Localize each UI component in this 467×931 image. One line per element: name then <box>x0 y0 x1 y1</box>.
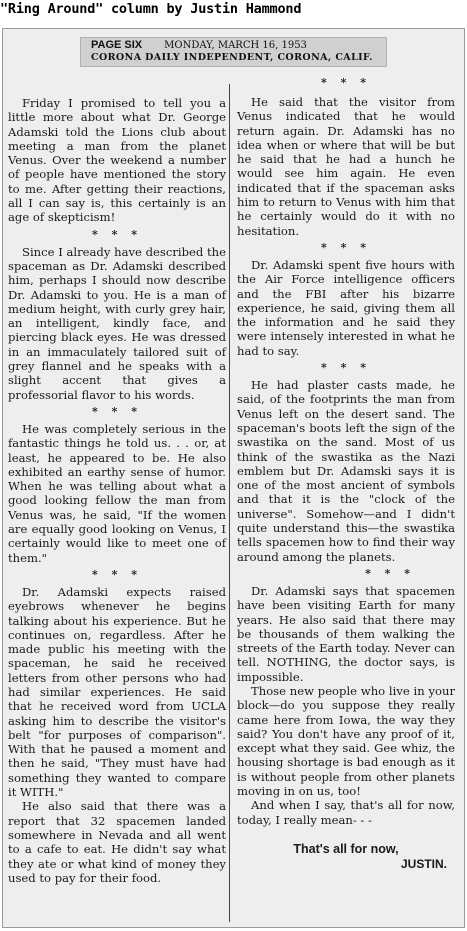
section-separator: * * * <box>92 567 142 581</box>
paragraph: Since I already have described the spaceman as Dr. Adamski described him, perhaps I should now describe Dr. Adamski to you. He is a man of medium height, with curly grey hair, an intelligent, kindly face, and piercing black eyes. He was dressed in an immaculately tailored suit of grey flannel and he speaks with a slight accent that gives a professorial flavor to his words. <box>8 244 226 402</box>
paragraph: Dr. Adamski says that spacemen have been visiting Earth for many years. He also said that there may be thousands of them walking the streets of the Earth today. Never can tell. NOTHING, the doctor says, is impossible. <box>237 583 455 684</box>
section-separator: * * * <box>92 404 142 418</box>
paragraph: And when I say, that's all for now, today, I really mean- - - <box>237 798 455 827</box>
paragraph: He said that the visitor from Venus indicated that he would return again. Dr. Adamski has no idea when or where that will be but he said that he had a hunch he would see him again. He even indicated that if the spaceman asks him to return to Venus with him that he certainly would do it with no hesitation. <box>237 95 455 238</box>
paragraph: He also said that there was a report that 32 spacemen landed somewhere in Nevada and all went to a cafe to eat. He didn't say what they ate or what kind of money they used to pay for their food. <box>8 799 226 885</box>
column-divider <box>229 84 230 922</box>
section-separator: * * * <box>321 76 371 89</box>
paragraph: Those new people who live in your block—do you suppose they really came here from Iowa, the way they said? You don't have any proof of it, except what they said. Gee whiz, the housing shortage is bad enough as it is without people from other planets moving in on us, too! <box>237 683 455 799</box>
left-column <box>8 88 226 885</box>
issue-date: MONDAY, MARCH 16, 1953 <box>164 40 307 51</box>
paragraph: He had plaster casts made, he said, of the footprints the man from Venus left on the desert sand. The spaceman's boots left the sign of the swastika on the sand. Most of us think of the swastika as the Nazi emblem but Dr. Adamski says it is one of the most ancient of symbols and that it is the "clock of the universe". Somehow—and I didn't quite understand this—the swastika tells spacemen how to find their way around among the planets. <box>237 378 455 564</box>
masthead <box>80 37 387 67</box>
signoff-line: That's all for now, <box>293 841 399 856</box>
section-separator: * * * <box>92 227 142 241</box>
newspaper-name: CORONA DAILY INDEPENDENT, CORONA, CALIF. <box>91 52 373 63</box>
section-separator: * * * <box>321 361 371 375</box>
signoff-name: JUSTIN. <box>400 856 447 871</box>
section-separator: * * * <box>365 566 415 580</box>
section-separator: * * * <box>321 240 371 254</box>
paragraph: Dr. Adamski spent five hours with the Air Force intelligence officers and the FBI after his bizarre experience, he said, giving them all the information and he said they were intensely interested in what he had to say. <box>237 257 455 358</box>
paragraph: Dr. Adamski expects raised eyebrows whenever he begins talking about his experience. But he continues on, regardless. After he made public his meeting with the spaceman, he said he received letters from other persons who had had similar experiences. He said that he received word from UCLA asking him to describe the visitor's belt "for purposes of comparison". With that he paused a moment and then he said, "They must have had something they wanted to compare it WITH." <box>8 584 226 800</box>
right-column <box>237 76 455 872</box>
masthead-page-date <box>91 39 307 51</box>
paragraph: Friday I promised to tell you a little more about what Dr. George Adamski told the Lions club about meeting a man from the planet Venus. Over the weekend a number of people have mentioned the story to me. After getting their reactions, all I can say is, this certainly is an age of skepticism! <box>8 96 226 225</box>
column-title: "Ring Around" column by Justin Hammond <box>0 1 302 17</box>
paragraph: He was completely serious in the fantastic things he told us. . . or, at least, he appeared to be. He also exhibited an earthy sense of humor. When he was telling about what a good looking fellow the man from Venus was, he said, "If the women are equally good looking on Venus, I certainly would like to meet one of them." <box>8 421 226 565</box>
page-number: PAGE SIX <box>91 39 143 51</box>
